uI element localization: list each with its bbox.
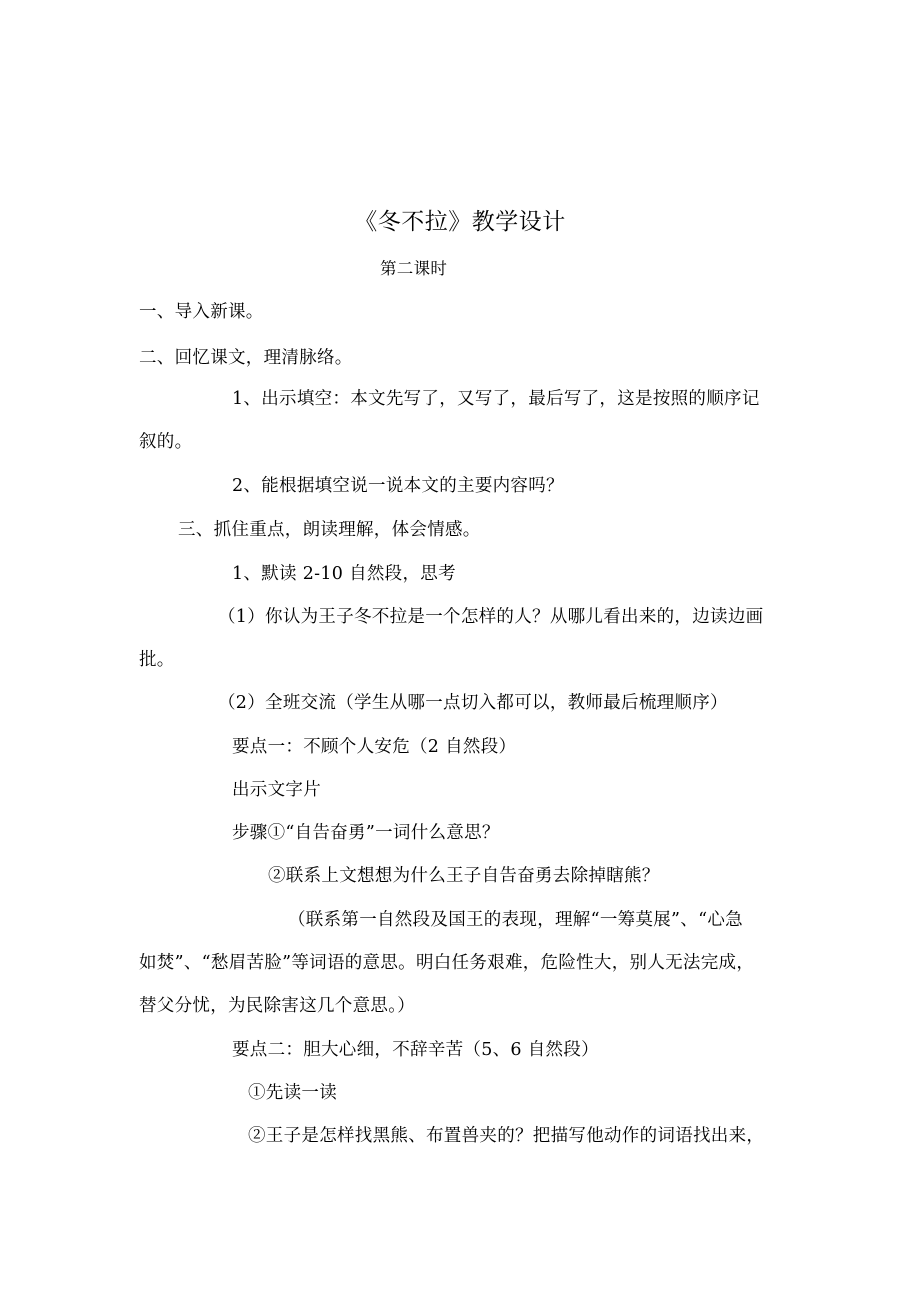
paragraph-line: ②王子是怎样找黑熊、布置兽夹的？把描写他动作的词语找出来， (248, 1126, 765, 1146)
paragraph-line: 要点二：胆大心细，不辞辛苦（5、6 自然段） (232, 1040, 599, 1060)
paragraph-line: 批。 (139, 650, 175, 670)
paragraph-line: ①先读一读 (248, 1083, 337, 1103)
paragraph-line: 步骤①“自告奋勇”一词什么意思？ (232, 823, 500, 843)
section-heading-focus: 三、抓住重点，朗读理解，体会情感。 (178, 520, 481, 540)
paragraph-line: （联系第一自然段及国王的表现，理解“一筹莫展”、“心急 (288, 910, 743, 930)
paragraph-line: 1、出示填空：本文先写了，又写了，最后写了，这是按照的顺序记 (232, 389, 760, 409)
document-subtitle: 第二课时 (380, 259, 448, 278)
paragraph-line: ②联系上文想想为什么王子自告奋勇去除掉瞎熊？ (268, 866, 660, 886)
document-title: 《冬不拉》教学设计 (354, 209, 566, 235)
paragraph-line: 2、能根据填空说一说本文的主要内容吗？ (232, 476, 564, 496)
paragraph-line: 要点一：不顾个人安危（2 自然段） (232, 737, 517, 757)
paragraph-line: 出示文字片 (232, 780, 321, 800)
paragraph-line: （2）全班交流（学生从哪一点切入都可以，教师最后梳理顺序） (218, 693, 728, 713)
paragraph-line: 如焚”、“愁眉苦脸”等词语的意思。明白任务艰难，危险性大，别人无法完成， (139, 953, 755, 973)
paragraph-line: 1、默读 2-10 自然段，思考 (232, 564, 456, 584)
section-heading-intro: 一、导入新课。 (139, 302, 264, 322)
paragraph-line: （1）你认为王子冬不拉是一个怎样的人？从哪儿看出来的，边读边画 (218, 607, 764, 627)
paragraph-line: 替父分忧，为民除害这几个意思。） (139, 996, 416, 1016)
paragraph-line: 叙的。 (139, 432, 193, 452)
section-heading-review: 二、回忆课文，理清脉络。 (139, 348, 353, 368)
